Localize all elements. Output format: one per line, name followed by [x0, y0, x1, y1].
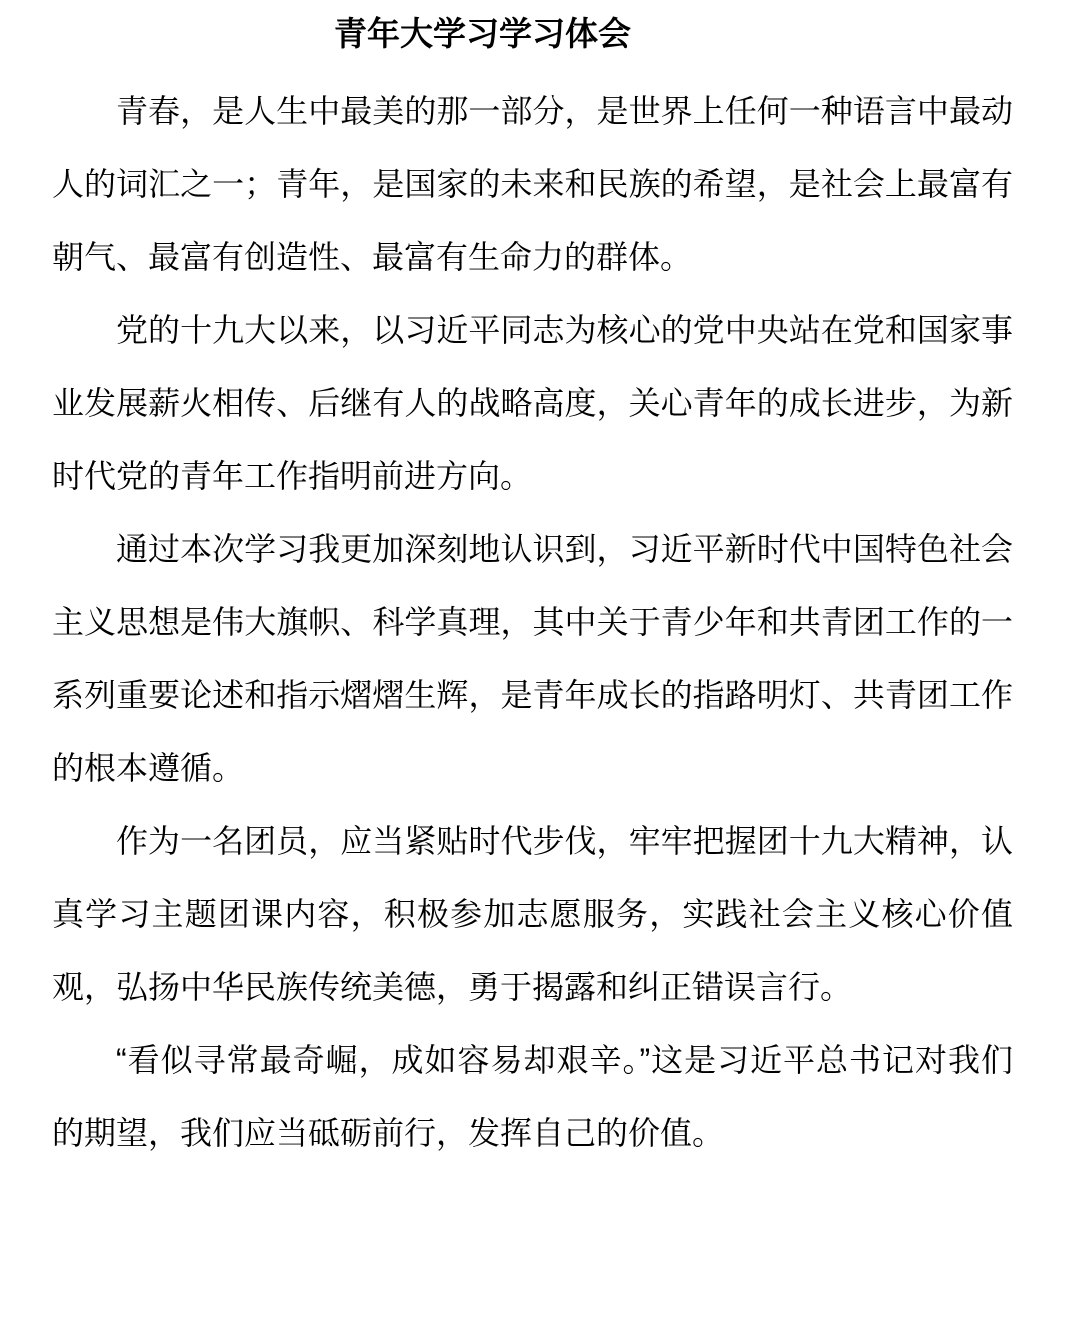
paragraph-study-realization: 通过本次学习我更加深刻地认识到，习近平新时代中国特色社会主义思想是伟大旗帜、科学真理，其中关于青少年和共青团工作的一系列重要论述和指示熠熠生辉，是青年成长的指路明灯、共青团工作的根本遵循。	[52, 531, 1013, 786]
document-content	[0, 12, 1080, 1328]
document-body	[52, 75, 1013, 1170]
paragraph-youth-definition: 青春，是人生中最美的那一部分，是世界上任何一种语言中最动人的词汇之一；青年，是国家的未来和民族的希望，是社会上最富有朝气、最富有创造性、最富有生命力的群体。	[52, 93, 1013, 275]
paragraph-league-member-duty: 作为一名团员，应当紧贴时代步伐，牢牢把握团十九大精神，认真学习主题团课内容，积极参加志愿服务，实践社会主义核心价值观，弘扬中华民族传统美德，勇于揭露和纠正错误言行。	[52, 823, 1013, 1005]
document-title: 青年大学习学习体会	[334, 15, 631, 52]
paragraph-party-19th-congress: 党的十九大以来，以习近平同志为核心的党中央站在党和国家事业发展薪火相传、后继有人的战略高度，关心青年的成长进步，为新时代党的青年工作指明前进方向。	[52, 312, 1013, 494]
paragraph-closing-quote: “看似寻常最奇崛，成如容易却艰辛。”这是习近平总书记对我们的期望，我们应当砥砺前行，发挥自己的价值。	[52, 1042, 1013, 1151]
